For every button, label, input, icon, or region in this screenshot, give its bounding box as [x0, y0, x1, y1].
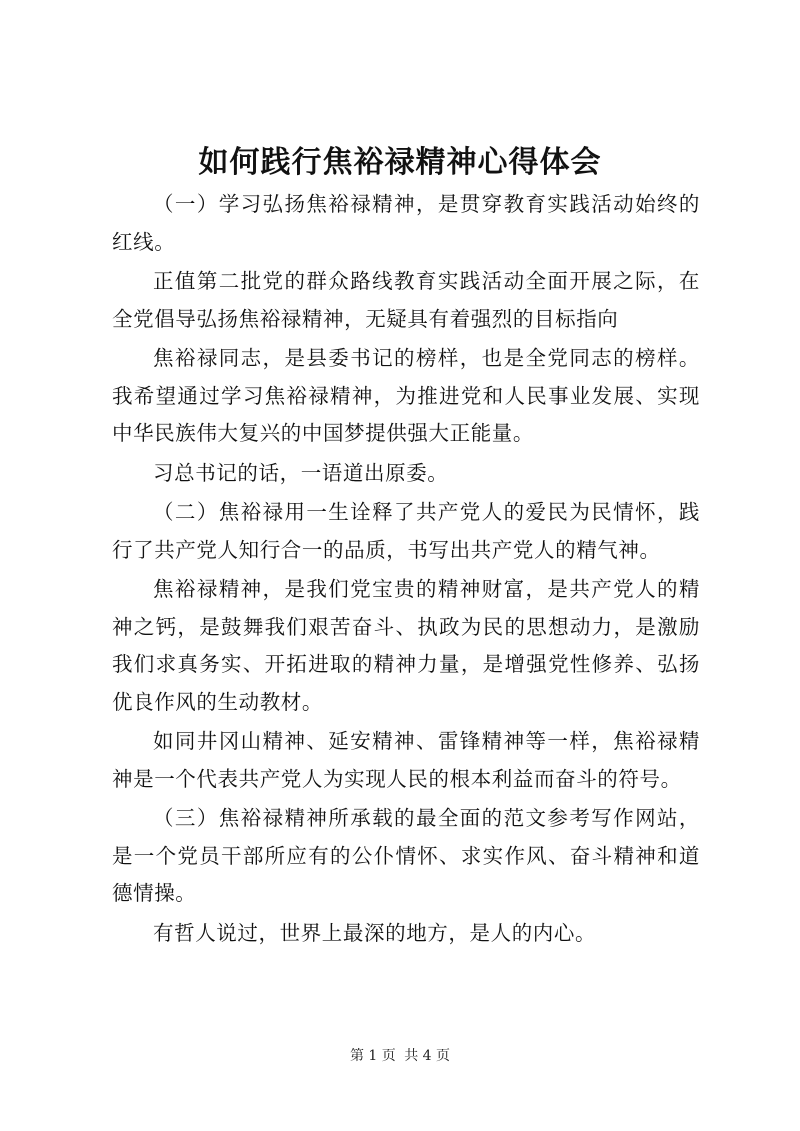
paragraph: 如同井冈山精神、延安精神、雷锋精神等一样，焦裕禄精神是一个代表共产党人为实现人民的根本利益而奋斗的符号。 [112, 729, 700, 791]
paragraph: （二）焦裕禄用一生诠释了共产党人的爱民为民情怀，践行了共产党人知行合一的品质，书写出共产党人的精气神。 [112, 500, 700, 562]
document-title: 如何践行焦裕禄精神心得体会 [198, 145, 602, 180]
paragraph: 有哲人说过，世界上最深的地方，是人的内心。 [153, 920, 597, 945]
page-total: 共 4 页 [404, 1048, 451, 1064]
paragraph: 正值第二批党的群众路线教育实践活动全面开展之际，在全党倡导弘扬焦裕禄精神，无疑具有着强烈的目标指向 [112, 269, 700, 331]
paragraph: （一）学习弘扬焦裕禄精神，是贯穿教育实践活动始终的红线。 [112, 192, 700, 254]
document-body [112, 186, 700, 954]
paragraph: 习总书记的话，一语道出原委。 [153, 460, 449, 485]
paragraph: 焦裕禄精神，是我们党宝贵的精神财富，是共产党人的精神之钙，是鼓舞我们艰苦奋斗、执政为民的思想动力，是激励我们求真务实、开拓进取的精神力量，是增强党性修养、弘扬优良作风的生动教材。 [112, 577, 700, 714]
paragraph: 焦裕禄同志，是县委书记的榜样，也是全党同志的榜样。我希望通过学习焦裕禄精神，为推进党和人民事业发展、实现中华民族伟大复兴的中国梦提供强大正能量。 [112, 346, 700, 445]
page-footer [0, 1046, 800, 1066]
page-number: 第 1 页 [349, 1048, 396, 1064]
paragraph: （三）焦裕禄精神所承载的最全面的范文参考写作网站，是一个党员干部所应有的公仆情怀、求实作风、奋斗精神和道德情操。 [112, 806, 700, 905]
